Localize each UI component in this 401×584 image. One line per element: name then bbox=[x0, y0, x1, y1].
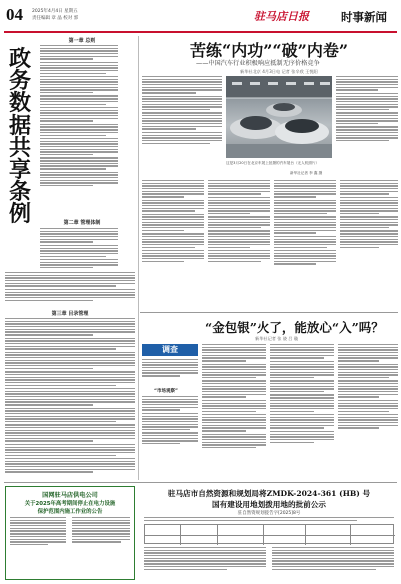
photo-caption: 这是3月20日在北京车展上拍摄的汽车展台（无人机照片） bbox=[226, 161, 320, 165]
ad-body bbox=[10, 517, 66, 547]
editor-line: 责任编辑 章 晶 校对 郭 bbox=[32, 16, 79, 21]
car-article-col-4 bbox=[208, 180, 270, 310]
vertical-title-char: 共 bbox=[8, 134, 31, 161]
column-divider-left bbox=[138, 36, 139, 480]
car-photo-illustration bbox=[226, 76, 332, 158]
car-article-col-2 bbox=[336, 76, 398, 176]
byline-second: 新华社记者 张 骁 吕 璇 bbox=[255, 336, 299, 341]
headline-second: “金包银”火了，能放心“入”吗？ bbox=[205, 320, 384, 335]
section-title: 时事新闻 bbox=[341, 10, 387, 24]
bottom-divider bbox=[4, 482, 397, 483]
notice-subtitle: 驻自然资规划拨告字[2025]8号 bbox=[237, 511, 301, 516]
ad-title-line3: 保护范围内施工作业的公告 bbox=[37, 509, 103, 515]
gold-article-col-1 bbox=[142, 388, 198, 478]
paper-logo: 驻马店日报 bbox=[254, 10, 309, 23]
regulation-text-block-4 bbox=[5, 318, 135, 478]
page-number: 04 bbox=[6, 5, 23, 24]
ad-body-2 bbox=[72, 517, 130, 544]
investigation-inset bbox=[142, 344, 198, 384]
notice-table bbox=[144, 524, 394, 544]
vertical-title-char: 务 bbox=[8, 68, 31, 95]
car-article-col-6 bbox=[340, 180, 398, 310]
gold-article-col-2 bbox=[202, 344, 266, 480]
regulation-text-block-1 bbox=[40, 45, 118, 217]
ad-title-line2: 关于2025年高考期间停止在电力设施 bbox=[24, 501, 116, 507]
ad-title-line1: 国网驻马店供电公司 bbox=[42, 492, 98, 499]
notice-body bbox=[144, 547, 266, 571]
gold-article-col-3 bbox=[270, 344, 334, 480]
chapter-two-heading: 第二章 管理体制 bbox=[63, 220, 101, 226]
vertical-title-char: 享 bbox=[8, 157, 31, 184]
chapter-one-heading: 第一章 总则 bbox=[68, 38, 96, 44]
investigation-label: 调查 bbox=[142, 344, 198, 356]
headline-main: 苦练“内功”“破”内卷” bbox=[190, 41, 349, 60]
header-rule bbox=[4, 31, 397, 33]
vertical-title bbox=[3, 48, 37, 226]
notice-title-line2: 国有建设用地划拨用地的批前公示 bbox=[212, 500, 326, 509]
state-grid-ad bbox=[5, 486, 135, 580]
notice-intro bbox=[144, 517, 394, 522]
car-article-col-1 bbox=[142, 76, 222, 176]
notice-title-line1: 驻马店市自然资源和规划局将ZMDK-2024-361 (HB) 号 bbox=[167, 489, 371, 498]
byline-top: 新华社北京 4月3日电 记者 张辛欣 王悦阳 bbox=[240, 69, 318, 74]
date-line: 2025年4月4日 星期五 bbox=[32, 9, 78, 14]
vertical-title-char: 据 bbox=[8, 112, 31, 139]
car-article-col-3 bbox=[142, 180, 204, 310]
car-article-col-5 bbox=[274, 180, 336, 310]
inset-text bbox=[142, 359, 198, 378]
headline-sub: ——中国汽车行业积极响应抵制无序价格竞争 bbox=[196, 60, 320, 67]
vertical-title-char: 条 bbox=[8, 179, 31, 206]
regulation-text-block-2 bbox=[40, 228, 118, 270]
vertical-title-char: 数 bbox=[8, 90, 31, 117]
land-notice bbox=[140, 486, 398, 580]
chapter-three-heading: 第三章 目录管理 bbox=[51, 311, 89, 317]
car-factory-photo bbox=[226, 76, 332, 158]
gold-article-col-4 bbox=[338, 344, 398, 480]
regulation-text-block-3 bbox=[5, 272, 135, 308]
section-divider bbox=[140, 312, 398, 313]
vertical-title-char: 政 bbox=[8, 46, 31, 72]
notice-body-2 bbox=[272, 547, 394, 571]
photo-credit: 新华社记者 李 鑫 摄 bbox=[290, 171, 323, 175]
vertical-title-char: 例 bbox=[8, 201, 31, 228]
survey-label: “市场观察” bbox=[154, 389, 178, 394]
